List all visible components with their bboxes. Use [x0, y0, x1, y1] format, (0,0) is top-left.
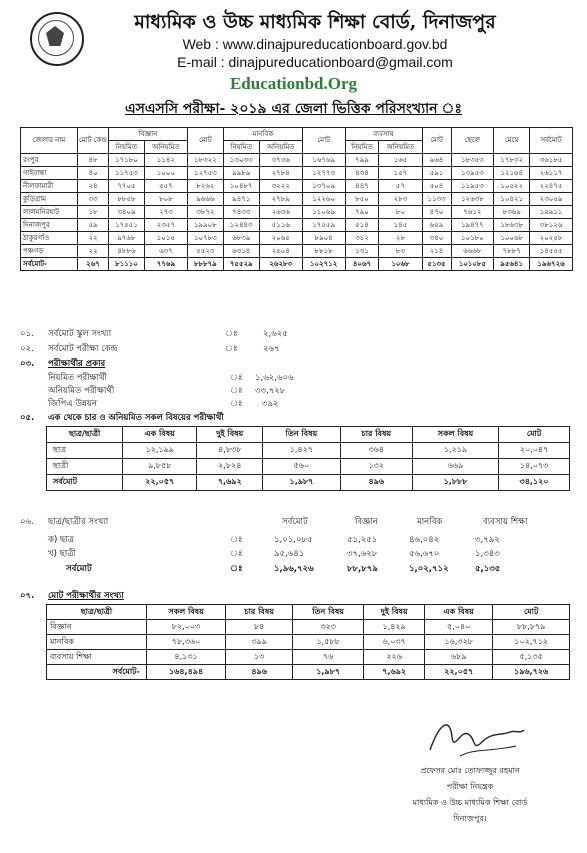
- total-candidate-cell: ২২৬: [364, 650, 425, 665]
- district-cell: ৫১৩৫: [422, 258, 451, 271]
- district-row: [21, 219, 573, 232]
- subject-cell: ৬৬৯: [412, 459, 498, 475]
- total-candidate-row: [47, 635, 570, 650]
- gender-label: খ) ছাত্রী: [48, 549, 76, 559]
- district-cell: ১৩১: [345, 245, 379, 258]
- district-cell: ৮৩: [379, 245, 422, 258]
- district-table: [20, 127, 573, 271]
- total-candidate-cell: সর্বমোট-: [47, 665, 147, 680]
- district-cell: ১৮৬৩৮: [494, 219, 530, 232]
- total-candidate-cell: ৬৮৯: [425, 650, 493, 665]
- district-cell: ২২: [78, 245, 109, 258]
- district-cell: ৩৮৭২: [187, 206, 223, 219]
- section-number: ০৫.: [20, 413, 35, 423]
- district-cell: ৮১১১০: [109, 258, 145, 271]
- district-cell: ১১৪২: [144, 154, 187, 167]
- col-bus-reg: নিয়মিত: [345, 141, 379, 154]
- document-header: [0, 0, 587, 96]
- district-cell: ১৪৫৫৫: [530, 245, 573, 258]
- district-cell: ৭৭০৫: [109, 180, 145, 193]
- district-cell: ৪৮৮৬: [109, 245, 145, 258]
- gender-count-value: ৩,৭৯২: [475, 535, 500, 545]
- district-cell: ১০১০৮৫: [451, 258, 494, 271]
- district-cell: ৫১৪: [345, 219, 379, 232]
- district-cell: ৫০৪: [422, 180, 451, 193]
- district-cell: ১২৪৪৩: [223, 219, 259, 232]
- total-candidate-cell: ১,৯৮৭: [293, 665, 364, 680]
- total-candidate-cell: ৩২৩: [293, 620, 364, 635]
- col-district: জেলার নাম: [21, 128, 78, 154]
- gender-count-value: ১,০১,০৮৫: [274, 535, 313, 545]
- total-candidate-cell: ১৬৪,৪৯৪: [146, 665, 225, 680]
- district-cell: ৭৯৯: [345, 154, 379, 167]
- subject-row: [47, 443, 570, 459]
- col-humanities: মানবিক: [223, 128, 302, 141]
- district-cell: ১৩৭০৯: [302, 180, 345, 193]
- district-cell: ৯৭৬৮: [109, 232, 145, 245]
- district-cell: ৮৩৬৯: [494, 206, 530, 219]
- district-cell: ১২৭৫৩: [187, 167, 223, 180]
- district-cell: ৮২৬২: [187, 180, 223, 193]
- district-cell: ১২৭৭৩: [302, 167, 345, 180]
- district-cell: ৫১১৬: [259, 219, 302, 232]
- subject-cell: ১,৮৮৮: [412, 475, 498, 491]
- district-cell: ৪০: [78, 167, 109, 180]
- district-cell: ১১০৬৯: [302, 206, 345, 219]
- district-cell: ১৭৮৩২: [494, 154, 530, 167]
- district-cell: ২৬২৮৩: [259, 258, 302, 271]
- section-5-label: [20, 411, 570, 425]
- district-cell: ১০০৬৮: [494, 232, 530, 245]
- district-cell: ৯৬৪: [422, 154, 451, 167]
- subject-cell: ২০,০৪৭: [499, 443, 570, 459]
- total-candidate-cell: ৪,১৩১: [146, 650, 225, 665]
- col-hum-irr: অনিয়মিত: [259, 141, 302, 154]
- district-cell: ৮৮১৮: [302, 245, 345, 258]
- col-sci-reg: নিয়মিত: [109, 141, 145, 154]
- col-science-total: মোট: [187, 128, 223, 154]
- t2-head-1: এক বিষয়: [123, 427, 197, 443]
- district-cell: ১০৫২২: [494, 180, 530, 193]
- col-girls: মেয়ে: [494, 128, 530, 154]
- district-cell: ১৭৫৫৯: [302, 219, 345, 232]
- total-candidate-cell: ৮৮,৮৭৯: [493, 620, 570, 635]
- subject-cell: ৩৬৪: [340, 443, 412, 459]
- district-cell: ৩৬১৮৫: [530, 154, 573, 167]
- gender-count-value: ১,৩৪৩: [475, 549, 500, 559]
- t3-head-0: ছাত্র/ছাত্রী: [47, 605, 147, 620]
- district-cell: ২৩৫৭: [144, 219, 187, 232]
- subject-cell: ২,৮২৪: [197, 459, 263, 475]
- total-candidate-cell: ১০২,৭১২: [493, 635, 570, 650]
- district-cell: ৬৬৬৮: [451, 245, 494, 258]
- district-cell: ২৮: [379, 232, 422, 245]
- district-name: দিনাজপুর: [21, 219, 78, 232]
- district-cell: ৫৯: [78, 219, 109, 232]
- subject-cell: ৫৬০: [263, 459, 340, 475]
- district-cell: ২৪: [78, 180, 109, 193]
- total-candidate-cell: ১৬,৩২৮: [425, 635, 493, 650]
- district-cell: ৮৮৫৮: [109, 193, 145, 206]
- district-cell: ১৭৫৫১: [109, 219, 145, 232]
- t2-head-2: দুই বিষয়: [197, 427, 263, 443]
- separator: ঃ: [230, 564, 243, 574]
- district-row: [21, 206, 573, 219]
- district-cell: ৭৭৬৯: [144, 258, 187, 271]
- total-candidate-cell: বিজ্ঞান: [47, 620, 147, 635]
- district-name: লালমনিরহাট: [21, 206, 78, 219]
- section-label: এক থেকে চার ও অনিয়মিত সকল বিষয়ের পরীক্ষার্থী: [48, 413, 224, 423]
- t3-head-5: এক বিষয়: [425, 605, 493, 620]
- district-cell: ১০২৭১২: [302, 258, 345, 271]
- page-subtitle: এসএসসি পরীক্ষা- ২০১৯ এর জেলা ভিত্তিক পরিসংখ্যান ঃ: [125, 101, 462, 117]
- district-cell: ১০৭৮৩: [187, 232, 223, 245]
- district-cell: ৫৫৭: [144, 180, 187, 193]
- district-cell: ৪০৬৭: [345, 258, 379, 271]
- district-cell: ২৭৩: [144, 206, 187, 219]
- district-cell: ৯৪৭১: [223, 193, 259, 206]
- district-cell: ২৬৩৬: [259, 206, 302, 219]
- district-cell: ৩৮১২৬: [530, 219, 573, 232]
- district-name: কুড়িগ্রাম: [21, 193, 78, 206]
- subject-cell: ৩৪,১২০: [499, 475, 570, 491]
- district-cell: ৯৫৬৪১: [494, 258, 530, 271]
- gender-count-value: ৫১,২৫১: [347, 535, 378, 545]
- watermark: Educationbd.Org: [229, 74, 358, 93]
- gender-count-value: ৫,১৩৫: [475, 564, 501, 574]
- subject-cell: ৭,৬৯২: [197, 475, 263, 491]
- t3-head-2: চার বিষয়: [226, 605, 293, 620]
- t2-head-4: চার বিষয়: [340, 427, 412, 443]
- total-candidate-cell: ৬,০৩৭: [364, 635, 425, 650]
- district-cell: ৩৪০: [422, 232, 451, 245]
- district-cell: ৩৩: [78, 193, 109, 206]
- district-cell: ১৯৪৭৭: [451, 219, 494, 232]
- gender-count-value: ৪৬,০৪২: [409, 535, 440, 545]
- t2-head-3: তিন বিষয়: [263, 427, 340, 443]
- summary-schools: ০১. সর্বমোট স্কুল সংখ্যা ঃ ২,৬২৫: [20, 329, 288, 339]
- district-cell: ৫৫২৩: [187, 245, 223, 258]
- t2-head-0: ছাত্র/ছাত্রী: [47, 427, 123, 443]
- district-cell: ১৬৫: [379, 154, 422, 167]
- subject-cell: ছাত্র: [47, 443, 123, 459]
- col-grand: সর্বমোট: [530, 128, 573, 154]
- subject-cell: ১,২১৯: [412, 443, 498, 459]
- district-name: সর্বমোট-: [21, 258, 78, 271]
- signatory-city: দিনাজপুর।: [453, 814, 487, 823]
- col-centers: মোট কেন্দ্র: [78, 128, 109, 154]
- district-row: [21, 180, 573, 193]
- total-candidate-cell: ৫,১৩৫: [493, 650, 570, 665]
- district-cell: ৬৩১৪: [223, 245, 259, 258]
- total-candidate-cell: ৪৯৬: [226, 665, 293, 680]
- district-cell: ৪৪৭: [345, 180, 379, 193]
- t3-head-6: মোট: [493, 605, 570, 620]
- gender-count-value: ১,০২,৭১২: [409, 564, 449, 574]
- district-cell: ২২৪৭৫: [530, 180, 573, 193]
- col-boys: ছেলে: [451, 128, 494, 154]
- district-cell: ৭৯০: [345, 206, 379, 219]
- district-row: [21, 167, 573, 180]
- total-candidate-row: [47, 620, 570, 635]
- total-candidate-row: [47, 665, 570, 680]
- section-6-heading: ০৬. ছাত্র/ছাত্রীর সংখ্যা সর্বমোট বিজ্ঞান মানবিক ব্যবসায় শিক্ষা: [20, 517, 528, 527]
- subject-cell: ১,৪২৭: [263, 443, 340, 459]
- t3-head-1: সকল বিষয়: [146, 605, 225, 620]
- district-cell: ২০৬৫: [259, 232, 302, 245]
- district-cell: ৭৬১২: [451, 206, 494, 219]
- t3-head-4: দুই বিষয়: [364, 605, 425, 620]
- subject-cell: ৪৯৬: [340, 475, 412, 491]
- total-candidate-cell: ৭,৬৯২: [364, 665, 425, 680]
- district-cell: ২৫০৪: [259, 245, 302, 258]
- subject-cell: ১৩২: [340, 459, 412, 475]
- total-candidate-cell: ৭৮,৩৬০: [146, 635, 225, 650]
- district-cell: ১০৪৮৭: [223, 180, 259, 193]
- signatory-name: প্রফেসর মোঃ তোফাজ্জুর রহমান: [420, 766, 520, 775]
- total-candidate-cell: ৮৪: [226, 620, 293, 635]
- district-cell: ৩১২: [345, 232, 379, 245]
- summary-centers: ০২. সর্বমোট পরীক্ষা কেন্দ্র ঃ ২৬৭: [20, 344, 280, 354]
- district-cell: ৮০৮: [144, 193, 187, 206]
- district-cell: ১০১৮০: [451, 232, 494, 245]
- subject-cell: ১,৯৮৭: [263, 475, 340, 491]
- gender-count-value: ১,৯৬,৭২৬: [274, 564, 314, 574]
- signature-mark: [420, 712, 530, 764]
- district-cell: ৪৭০: [422, 206, 451, 219]
- district-cell: ৭৮৮৭: [494, 245, 530, 258]
- district-cell: ১৫৯১১: [530, 206, 573, 219]
- district-cell: ৩২২২: [259, 180, 302, 193]
- subject-cell: ৯,৮৫৮: [123, 459, 197, 475]
- district-name: গাইবান্ধা: [21, 167, 78, 180]
- subject-count-table: [46, 426, 570, 491]
- district-cell: ১৩৯৫৩: [451, 167, 494, 180]
- gender-count-value: ৫৬,৬৭০: [409, 549, 440, 559]
- district-cell: ৩৪০৯: [109, 206, 145, 219]
- subject-cell: ২২,০৫৭: [123, 475, 197, 491]
- district-cell: ১৮৩২২: [187, 154, 223, 167]
- district-cell: ৪৮: [78, 154, 109, 167]
- district-cell: ৬৩৭: [144, 245, 187, 258]
- signatory-title: পরীক্ষা নিয়ন্ত্রক: [446, 782, 494, 791]
- district-cell: ১৫৭: [379, 167, 422, 180]
- board-title: মাধ্যমিক ও উচ্চ মাধ্যমিক শিক্ষা বোর্ড, দিনাজপুর: [134, 11, 496, 33]
- total-candidate-cell: ৩৯৯: [226, 635, 293, 650]
- separator: ঃ: [230, 535, 243, 545]
- district-row: [21, 232, 573, 245]
- gender-count-value: ৯৫,৬৪১: [274, 549, 305, 559]
- district-cell: ২৬৭: [78, 258, 109, 271]
- email-line: E-mail : dinajpureducationboard@gmail.com: [177, 54, 453, 70]
- section-7-heading: ০৭. মোট পরীক্ষার্থীর সংখ্যা: [20, 591, 124, 601]
- col-bus-irr: অনিয়মিত: [379, 141, 422, 154]
- summary-candidate-type: ০৩. পরীক্ষার্থীর প্রকার: [20, 359, 106, 369]
- gender-label: ক) ছাত্র: [48, 535, 74, 545]
- district-cell: ৮৯০৪: [302, 232, 345, 245]
- district-cell: ১৮: [78, 206, 109, 219]
- district-row: [21, 193, 573, 206]
- district-cell: ৩৭৩৬: [259, 154, 302, 167]
- district-cell: ১৪৫: [379, 219, 422, 232]
- district-cell: ২২: [78, 232, 109, 245]
- district-cell: ১৩০৩৩: [223, 154, 259, 167]
- col-science: বিজ্ঞান: [109, 128, 188, 141]
- gender-count-value: ৩৭,৬২৮: [347, 549, 378, 559]
- separator: ঃ: [230, 549, 243, 559]
- district-cell: ৫৭: [379, 180, 422, 193]
- gender-count-value: ৮৮,৮৭৯: [347, 564, 378, 574]
- district-cell: ২১৪: [422, 245, 451, 258]
- district-cell: ৫৯১: [422, 167, 451, 180]
- district-cell: ১০৪২১: [494, 193, 530, 206]
- col-sci-irr: অনিয়মিত: [144, 141, 187, 154]
- district-name: ঠাকুরগাঁও: [21, 232, 78, 245]
- subject-row: [47, 475, 570, 491]
- district-cell: ১২২৬০: [302, 193, 345, 206]
- subject-cell: ১৪,০৭৩: [499, 459, 570, 475]
- col-business: ব্যবসায়: [345, 128, 422, 141]
- district-cell: ৮৮৮৭৯: [187, 258, 223, 271]
- district-cell: ৭৪৩৩: [223, 206, 259, 219]
- district-cell: ২৭৮৯: [259, 193, 302, 206]
- total-candidate-cell: ২২,০৫৭: [425, 665, 493, 680]
- district-name: রংপুর: [21, 154, 78, 167]
- subject-cell: সর্বমোট: [47, 475, 123, 491]
- total-candidate-cell: ১৩: [226, 650, 293, 665]
- col-business-total: মোট: [422, 128, 451, 154]
- total-candidate-cell: ৫,০৪০: [425, 620, 493, 635]
- subject-row: [47, 459, 570, 475]
- district-cell: ১৮৩৫৩: [451, 154, 494, 167]
- total-candidate-cell: ১,৪২৯: [364, 620, 425, 635]
- t3-head-3: তিন বিষয়: [293, 605, 364, 620]
- district-cell: ৮০: [379, 206, 422, 219]
- district-cell: ১৯৬৭২৬: [530, 258, 573, 271]
- district-cell: ১০১৫: [144, 232, 187, 245]
- subject-cell: ১২,১৯৯: [123, 443, 197, 459]
- district-cell: ১২১৬৪: [494, 167, 530, 180]
- total-candidate-cell: ৮২,০০৩: [146, 620, 225, 635]
- website-line: Web : www.dinajpureducationboard.gov.bd: [182, 36, 448, 52]
- district-cell: ১০৬৮: [379, 258, 422, 271]
- district-name: পঞ্চগড়: [21, 245, 78, 258]
- district-cell: ২৮৩: [379, 193, 422, 206]
- district-cell: ১১৭৫৩: [109, 167, 145, 180]
- district-name: নীলফামারী: [21, 180, 78, 193]
- total-candidate-cell: ১৯৬,৭২৬: [493, 665, 570, 680]
- total-candidates-table: [46, 604, 570, 680]
- signatory-board: মাধ্যমিক ও উচ্চ মাধ্যমিক শিক্ষা বোর্ড: [412, 798, 528, 807]
- district-cell: ২০২৫৮: [530, 232, 573, 245]
- district-cell: ৭৫৫২৯: [223, 258, 259, 271]
- total-candidate-cell: ব্যবসায় শিক্ষা: [47, 650, 147, 665]
- col-humanities-total: মোট: [302, 128, 345, 154]
- total-candidate-cell: ১,৫৮৮: [293, 635, 364, 650]
- subject-cell: ৪,৮৩৮: [197, 443, 263, 459]
- district-cell: ১২৬৩৮: [451, 193, 494, 206]
- district-row: [21, 245, 573, 258]
- subject-cell: ছাত্রী: [47, 459, 123, 475]
- district-cell: ১৭১৮০: [109, 154, 145, 167]
- district-cell: ২৩০৫৯: [530, 193, 573, 206]
- district-cell: ১০০০: [144, 167, 187, 180]
- district-cell: ৬৮৩৯: [223, 232, 259, 245]
- board-logo: [30, 12, 84, 66]
- district-row: [21, 258, 573, 271]
- district-row: [21, 154, 573, 167]
- district-cell: ৯৬৬৬: [187, 193, 223, 206]
- total-candidate-row: [47, 650, 570, 665]
- district-cell: ১১৩৩: [422, 193, 451, 206]
- gender-label: সর্বমোট: [66, 564, 92, 574]
- district-cell: ২৭৮৪: [259, 167, 302, 180]
- district-cell: ১৬৭৬৯: [302, 154, 345, 167]
- district-cell: ১১৯৫৩: [451, 180, 494, 193]
- col-hum-reg: নিয়মিত: [223, 141, 259, 154]
- district-cell: ১৯৯০৮: [187, 219, 223, 232]
- total-candidate-cell: মানবিক: [47, 635, 147, 650]
- district-cell: ৪৩৪: [345, 167, 379, 180]
- district-cell: ২৬১১৭: [530, 167, 573, 180]
- district-cell: ৯৯৮৯: [223, 167, 259, 180]
- t2-head-5: সকল বিষয়: [412, 427, 498, 443]
- district-cell: ৬৫৯: [422, 219, 451, 232]
- total-candidate-cell: ৭৬: [293, 650, 364, 665]
- district-cell: ৮৫০: [345, 193, 379, 206]
- t2-head-6: মোট: [499, 427, 570, 443]
